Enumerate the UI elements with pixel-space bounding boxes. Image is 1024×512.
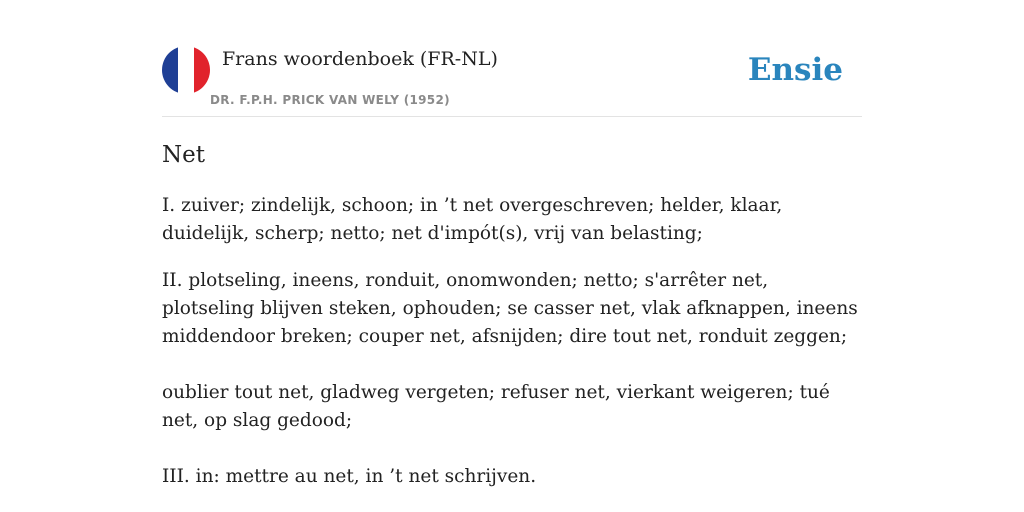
entry-headword: Net [162,142,205,168]
definition-paragraph: oublier tout net, gladweg vergeten; refuser net, vierkant weigeren; tué net, op slag gedood; [162,382,830,431]
flag-white-stripe [178,46,194,94]
definition-paragraph: II. plotseling, ineens, ronduit, onomwonden; netto; s'arrêter net, plotseling blijven steken, ophouden; se casser net, vlak afknappen, ineens middendoor breken; couper net, afsnijden; dire tout net, ronduit zeggen; [162,270,858,347]
dictionary-author: DR. F.P.H. PRICK VAN WELY (1952) [210,93,450,107]
dictionary-title[interactable]: Frans woordenboek (FR-NL) [222,48,498,70]
dictionary-header [162,0,862,117]
dictionary-card [162,0,862,512]
flag-red-stripe [194,46,210,94]
france-flag-icon [162,46,210,94]
entry-definitions [162,192,864,491]
ensie-logo[interactable]: Ensie [747,52,843,88]
flag-blue-stripe [162,46,178,94]
definition-paragraph: III. in: mettre au net, in ’t net schrijven. [162,466,537,487]
definition-paragraph: I. zuiver; zindelijk, schoon; in ’t net overgeschreven; helder, klaar, duidelijk, scherp; netto; net d'impót(s), vrij van belasting; [162,195,783,244]
